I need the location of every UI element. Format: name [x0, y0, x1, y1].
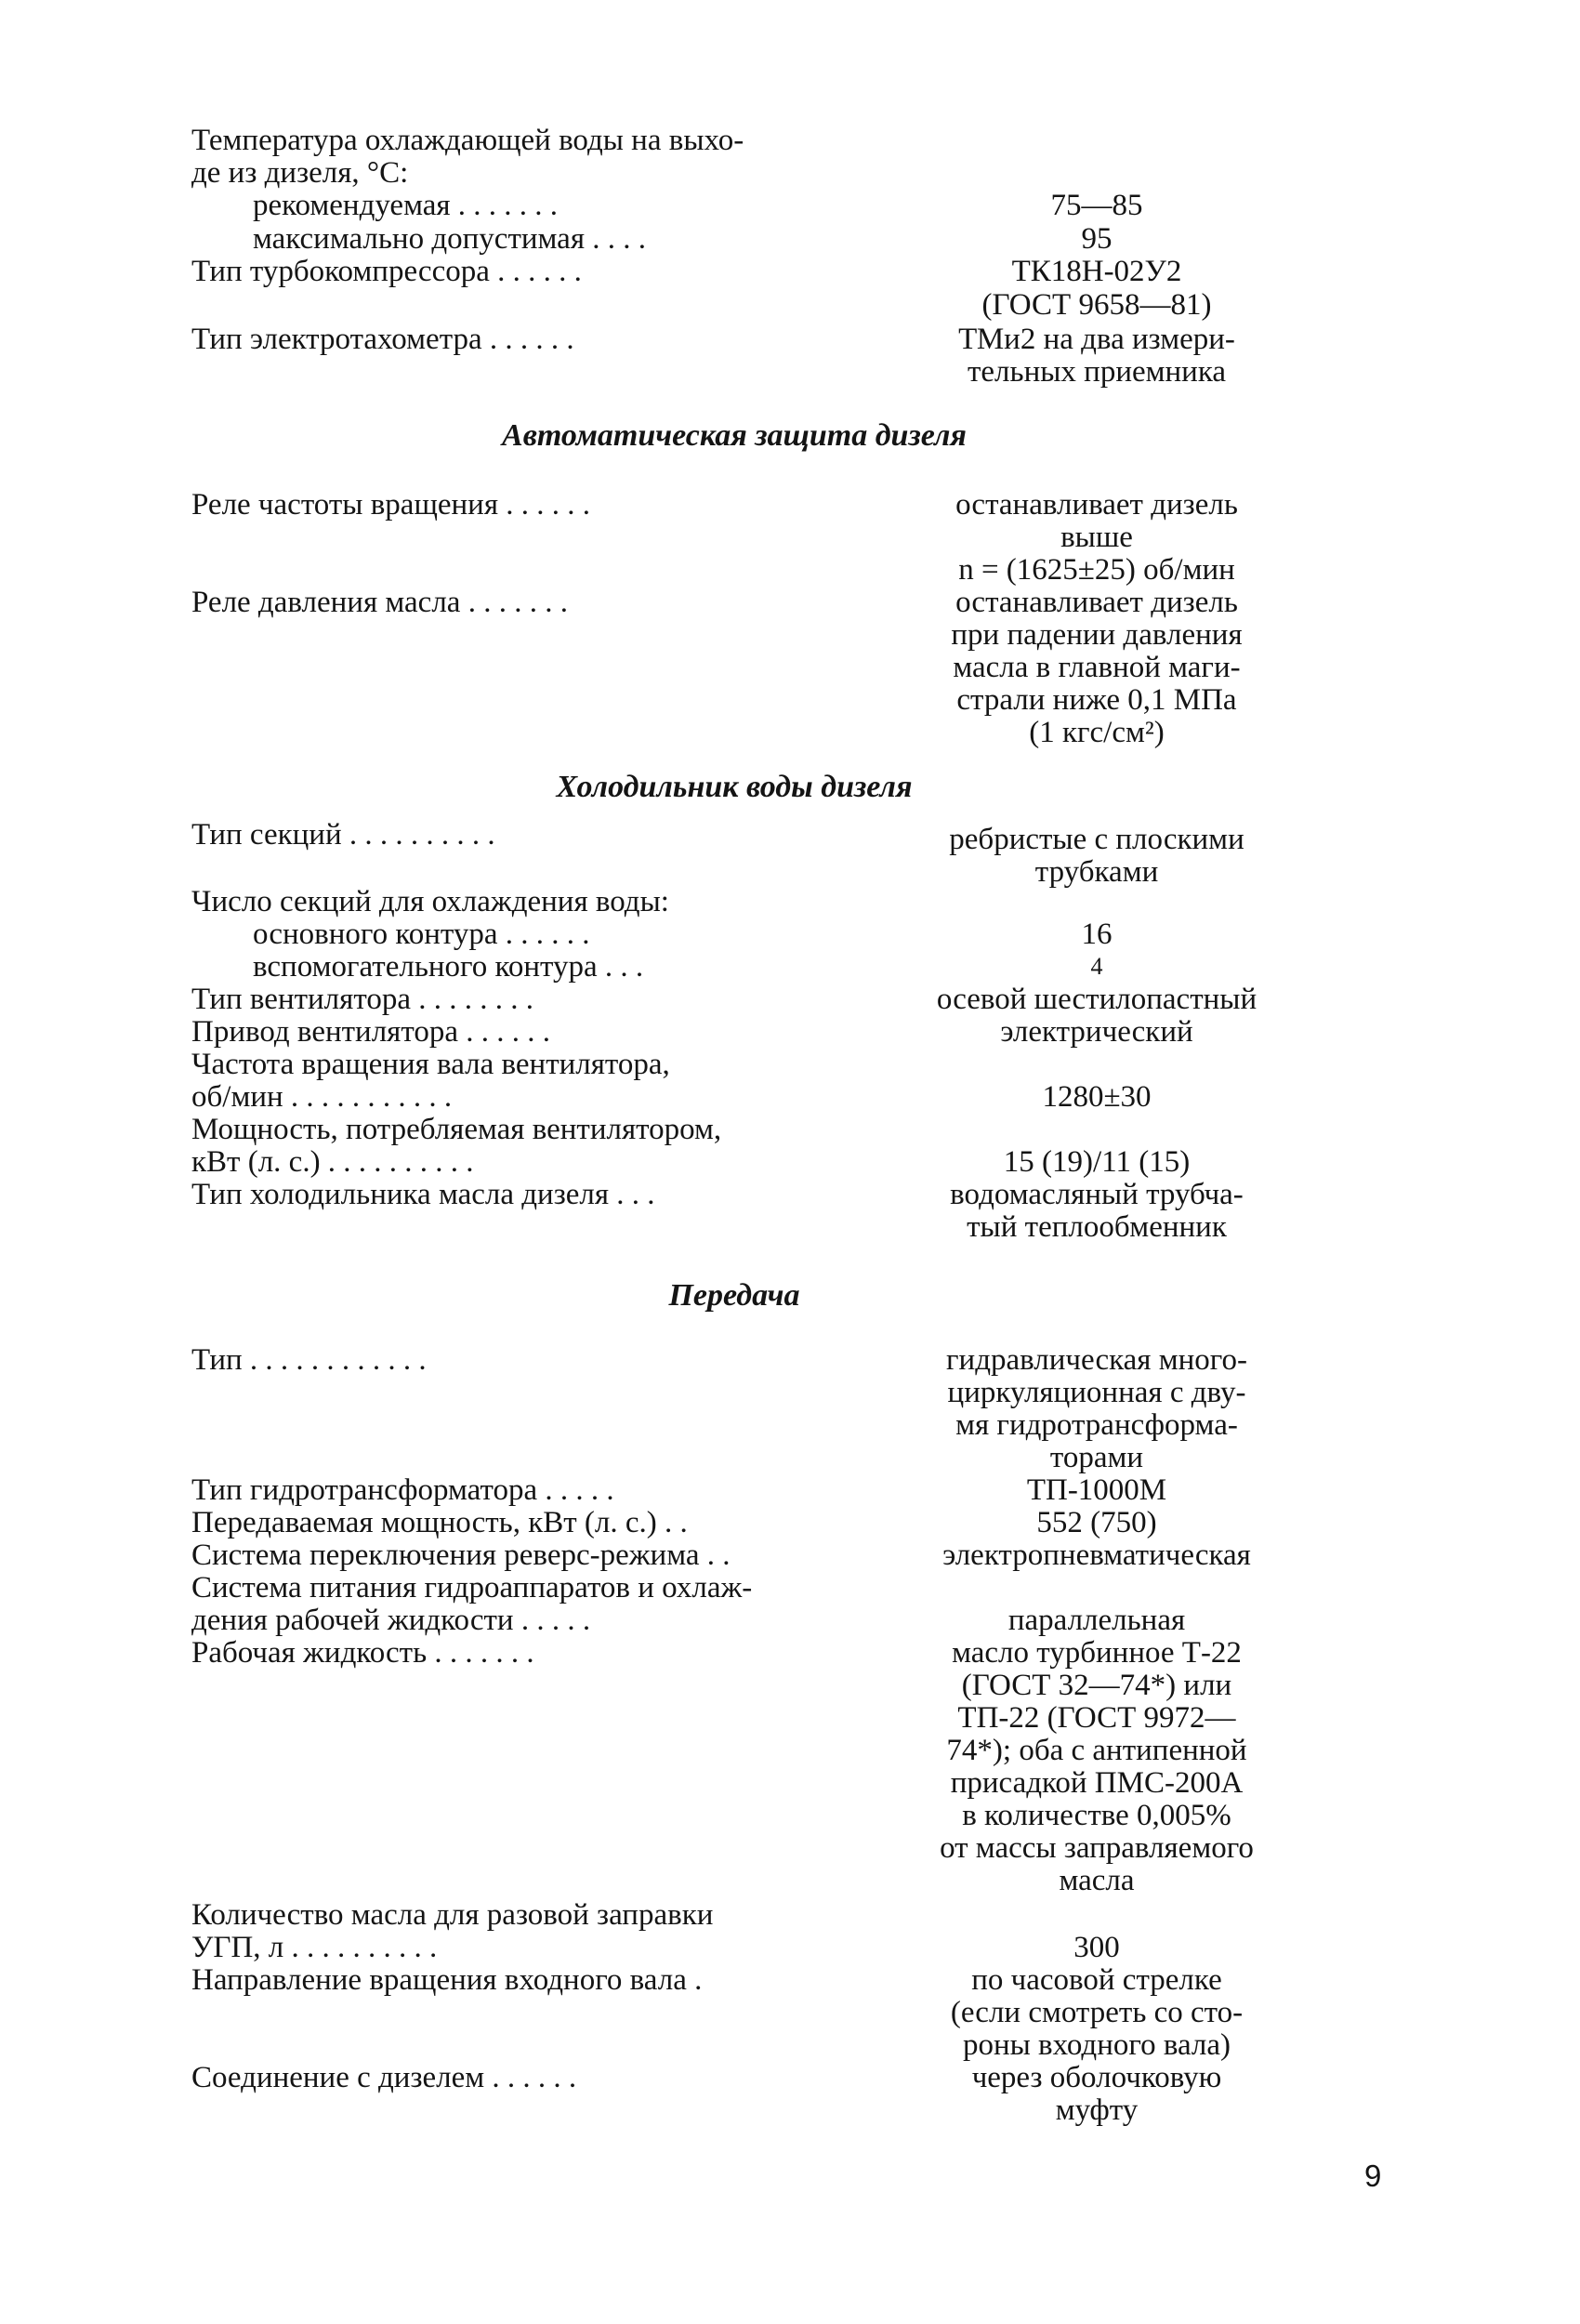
value-line: (ГОСТ 32—74*) или	[961, 1669, 1232, 1702]
value-line: ТП-1000М	[1026, 1473, 1167, 1507]
value-line: 552 (750)	[1036, 1506, 1157, 1539]
section-heading: Передача	[668, 1278, 800, 1313]
label-line: Система питания гидроаппаратов и охлаж-	[191, 1571, 753, 1604]
label-line: рекомендуемая . . . . . . .	[253, 189, 559, 222]
value-line: циркуляционная с дву-	[947, 1376, 1246, 1409]
label-line: основного контура . . . . . .	[253, 918, 590, 951]
value-line: ТП-22 (ГОСТ 9972—	[957, 1701, 1236, 1735]
value-line: останавливает дизель	[955, 586, 1238, 619]
label-line: вспомогательного контура . . .	[253, 950, 644, 984]
label-line: Реле давления масла . . . . . . .	[191, 586, 568, 619]
value-line: тельных приемника	[967, 355, 1227, 389]
value-line: электропневматическая	[942, 1538, 1251, 1572]
value-line: (1 кгс/см²)	[1029, 716, 1165, 749]
label-line: Направление вращения входного вала .	[191, 1963, 703, 1997]
label-line: об/мин . . . . . . . . . . .	[191, 1080, 453, 1114]
label-line: Передаваемая мощность, кВт (л. с.) . .	[191, 1506, 688, 1539]
label-line: Соединение с дизелем . . . . . .	[191, 2061, 577, 2094]
value-line: торами	[1049, 1441, 1144, 1474]
label-line: Рабочая жидкость . . . . . . .	[191, 1636, 534, 1670]
value-line: через оболочковую	[971, 2061, 1222, 2094]
label-line: Количество масла для разовой заправки	[191, 1898, 714, 1932]
value-line: роны входного вала)	[962, 2028, 1231, 2062]
value-line: выше	[1060, 521, 1133, 554]
value-line: 4	[1090, 953, 1103, 980]
label-line: Тип . . . . . . . . . . . .	[191, 1343, 427, 1377]
label-line: Тип гидротрансформатора . . . . .	[191, 1473, 614, 1507]
label-line: Реле частоты вращения . . . . . .	[191, 488, 590, 522]
value-line: 16	[1081, 918, 1113, 951]
value-line: по часовой стрелке	[971, 1963, 1222, 1997]
value-line: масла	[1059, 1864, 1135, 1897]
label-line: Тип холодильника масла дизеля . . .	[191, 1178, 655, 1211]
value-line: электрический	[1000, 1015, 1193, 1049]
label-line: кВт (л. с.) . . . . . . . . . .	[191, 1145, 474, 1179]
value-line: от массы заправляемого	[940, 1831, 1254, 1865]
label-line: Мощность, потребляемая вентилятором,	[191, 1113, 722, 1146]
value-line: 1280±30	[1042, 1080, 1152, 1114]
value-line: 75—85	[1050, 189, 1143, 222]
label-line: Тип вентилятора . . . . . . . .	[191, 983, 533, 1016]
label-line: де из дизеля, °С:	[191, 156, 409, 190]
value-line: ТК18Н-02У2	[1011, 255, 1182, 288]
value-line: параллельная	[1007, 1604, 1186, 1637]
page-number: 9	[1364, 2159, 1382, 2193]
value-line: присадкой ПМС-200А	[950, 1766, 1244, 1800]
value-line: n = (1625±25) об/мин	[958, 553, 1235, 587]
label-line: максимально допустимая . . . .	[253, 222, 647, 256]
value-line: тый теплообменник	[967, 1210, 1227, 1244]
value-line: страли ниже 0,1 МПа	[956, 683, 1237, 717]
value-line: муфту	[1055, 2093, 1139, 2127]
label-line: УГП, л . . . . . . . . . .	[191, 1931, 438, 1964]
label-line: Тип секций . . . . . . . . . .	[191, 818, 495, 852]
value-line: 74*); оба с антипенной	[946, 1734, 1247, 1767]
value-line: 95	[1081, 222, 1113, 256]
value-line: 300	[1073, 1931, 1120, 1964]
label-line: Температура охлаждающей воды на выхо-	[191, 124, 744, 157]
value-line: останавливает дизель	[955, 488, 1238, 522]
label-line: Число секций для охлаждения воды:	[191, 885, 669, 918]
value-line: (если смотреть со сто-	[950, 1996, 1244, 2029]
value-line: гидравлическая много-	[946, 1343, 1247, 1377]
section-heading: Холодильник воды дизеля	[556, 770, 913, 804]
value-line: ТМи2 на два измери-	[958, 323, 1235, 356]
label-line: Тип электротахометра . . . . . .	[191, 323, 574, 356]
value-line: при падении давления	[951, 618, 1243, 652]
value-line: ребристые с плоскими	[949, 823, 1244, 856]
label-line: Частота вращения вала вентилятора,	[191, 1048, 670, 1081]
value-line: трубками	[1034, 855, 1159, 889]
value-line: в количестве 0,005%	[962, 1799, 1231, 1832]
label-line: Система переключения реверс-режима . .	[191, 1538, 731, 1572]
label-line: Тип турбокомпрессора . . . . . .	[191, 255, 582, 288]
label-line: дения рабочей жидкости . . . . .	[191, 1604, 591, 1637]
value-line: осевой шестилопастный	[936, 983, 1257, 1016]
value-line: водомасляный трубча-	[950, 1178, 1244, 1211]
value-line: мя гидротрансформа-	[955, 1408, 1238, 1442]
value-line: масла в главной маги-	[953, 651, 1241, 684]
label-line: Привод вентилятора . . . . . .	[191, 1015, 550, 1049]
value-line: масло турбинное Т-22	[952, 1636, 1242, 1670]
value-line: 15 (19)/11 (15)	[1003, 1145, 1191, 1179]
value-line: (ГОСТ 9658—81)	[981, 288, 1212, 322]
section-heading: Автоматическая защита дизеля	[502, 418, 967, 453]
